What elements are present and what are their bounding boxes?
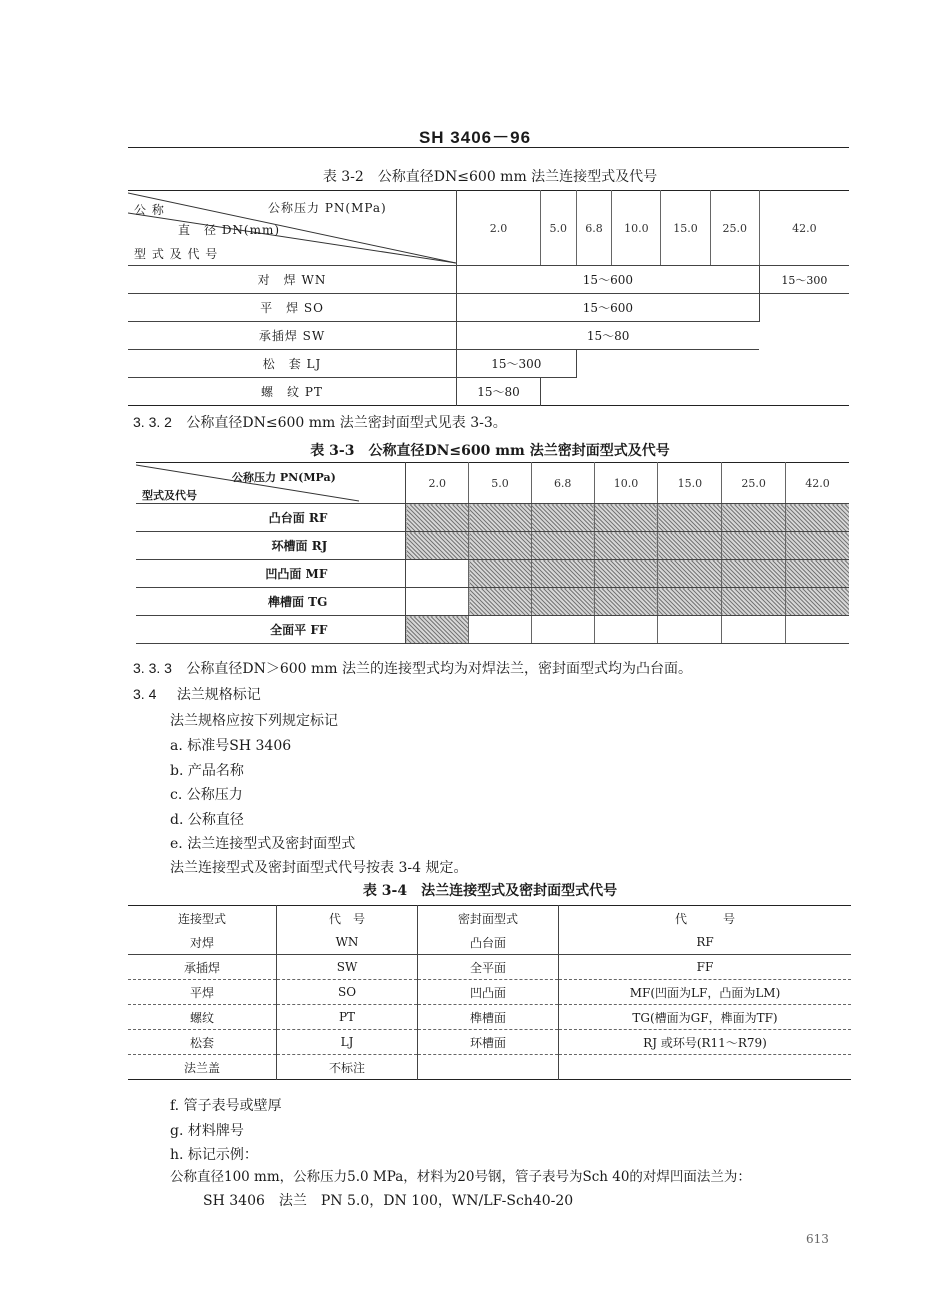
- pressure-col-25-0: 25.0: [710, 191, 759, 266]
- connection-code-cell: PT: [277, 1005, 418, 1030]
- applicable-cell: [786, 504, 849, 532]
- table-row: [128, 1005, 851, 1030]
- empty-cell: [759, 322, 849, 350]
- range-sw: 15～80: [457, 322, 760, 350]
- connection-code-cell: SW: [277, 955, 418, 980]
- empty-cell: [469, 616, 532, 644]
- row-label-pt: 螺 纹 PT: [128, 378, 457, 406]
- row-label-lj: 松 套 LJ: [128, 350, 457, 378]
- header-face-code: 代 号: [674, 911, 735, 926]
- section-3-4: [133, 684, 261, 704]
- face-type-cell: 环槽面: [418, 1030, 559, 1055]
- list-item: g. 材料牌号: [170, 1122, 244, 1139]
- row-label: 凹凸面 MF: [136, 560, 406, 588]
- row-label-so: 平 焊 SO: [128, 294, 457, 322]
- list-item: h. 标记示例：: [170, 1147, 258, 1163]
- empty-cell: [594, 616, 658, 644]
- table-row: [136, 504, 849, 532]
- table-3-3-corner: [136, 463, 406, 504]
- applicable-cell: [406, 504, 469, 532]
- table-3-4-caption: 表 3-4 法兰连接型式及密封面型式代号: [362, 883, 618, 899]
- spec-list-2: [170, 1094, 282, 1168]
- example-text: 公称直径100 mm，公称压力5.0 MPa，材料为20号钢，管子表号为Sch 40的对焊凹面法兰为：: [170, 1169, 751, 1185]
- section-number: 3. 3. 3: [133, 660, 172, 676]
- applicable-cell: [658, 560, 722, 588]
- table-row: [128, 294, 849, 322]
- applicable-cell: [722, 504, 786, 532]
- applicable-cell: [531, 532, 594, 560]
- applicable-cell: [531, 504, 594, 532]
- table-row: [128, 980, 851, 1005]
- applicable-cell: [469, 504, 532, 532]
- table-row: [128, 955, 851, 980]
- connection-code-cell: SO: [277, 980, 418, 1005]
- applicable-cell: [594, 588, 658, 616]
- empty-cell: [576, 350, 849, 378]
- applicable-cell: [469, 532, 532, 560]
- list-item: d. 公称直径: [170, 811, 244, 828]
- pressure-col-2-0: 2.0: [457, 191, 541, 266]
- header-rule: [128, 147, 849, 148]
- applicable-cell: [786, 532, 849, 560]
- table-3-2: [128, 190, 849, 406]
- list-item: e. 法兰连接型式及密封面型式: [170, 836, 356, 852]
- pressure-col-5-0: 5.0: [469, 463, 532, 504]
- table-row: [128, 1055, 851, 1080]
- pressure-col-25-0: 25.0: [722, 463, 786, 504]
- connection-code-cell: LJ: [277, 1030, 418, 1055]
- row-label-wn: 对 焊 WN: [128, 266, 457, 294]
- pressure-col-42-0: 42.0: [786, 463, 849, 504]
- table-row: [128, 322, 849, 350]
- table-3-4: [128, 905, 851, 1080]
- empty-cell: [759, 294, 849, 322]
- applicable-cell: [469, 588, 532, 616]
- corner-pressure-label: 公称压力 PN(MPa): [268, 201, 387, 215]
- pressure-col-6-8: 6.8: [576, 191, 612, 266]
- face-code-cell: TG(槽面为GF，榫面为TF): [559, 1005, 852, 1030]
- table-row: [136, 560, 849, 588]
- empty-cell: [540, 378, 849, 406]
- pressure-col-6-8: 6.8: [531, 463, 594, 504]
- section-text: 公称直径DN≤600 mm 法兰密封面型式见表 3-3。: [186, 415, 507, 431]
- connection-type-cell: 螺纹: [128, 1005, 277, 1030]
- table-3-4-note: 法兰连接型式及密封面型式代号按表 3-4 规定。: [170, 860, 468, 876]
- row-label: 环槽面 RJ: [136, 532, 406, 560]
- row-label: 凸台面 RF: [136, 504, 406, 532]
- table-row: [128, 378, 849, 406]
- standard-header: SH 3406－96: [418, 128, 532, 147]
- section-number: 3. 3. 2: [133, 414, 172, 430]
- face-code-cell: RF: [559, 930, 852, 955]
- section-3-3-2: [133, 412, 507, 432]
- applicable-cell: [786, 588, 849, 616]
- applicable-cell: [406, 532, 469, 560]
- intro-text: 法兰规格应按下列规定标记: [170, 713, 338, 729]
- face-type-cell: 凹凸面: [418, 980, 559, 1005]
- table-3-3-caption: 表 3-3 公称直径DN≤600 mm 法兰密封面型式及代号: [310, 443, 670, 459]
- face-type-cell: [418, 1055, 559, 1080]
- pressure-col-15-0: 15.0: [661, 191, 710, 266]
- range-wn-42: 15～300: [759, 266, 849, 294]
- table-row: [136, 588, 849, 616]
- connection-type-cell: 承插焊: [128, 955, 277, 980]
- connection-type-cell: 对焊: [128, 930, 277, 955]
- applicable-cell: [722, 560, 786, 588]
- face-code-cell: RJ 或环号(R11～R79): [559, 1030, 852, 1055]
- header-face-type: 密封面型式: [418, 906, 559, 931]
- table-row: [128, 930, 851, 955]
- applicable-cell: [658, 588, 722, 616]
- pressure-col-15-0: 15.0: [658, 463, 722, 504]
- connection-type-cell: 松套: [128, 1030, 277, 1055]
- table-row: [136, 532, 849, 560]
- row-label-sw: 承插焊 SW: [128, 322, 457, 350]
- header-connection-type: 连接型式: [128, 906, 277, 931]
- empty-cell: [406, 560, 469, 588]
- row-label: 榫槽面 TG: [136, 588, 406, 616]
- face-code-cell: MF(凹面为LF，凸面为LM): [559, 980, 852, 1005]
- corner-diameter-label: 直 径 DN(mm): [178, 223, 281, 237]
- applicable-cell: [531, 588, 594, 616]
- range-pt: 15～80: [457, 378, 541, 406]
- table-row: [136, 616, 849, 644]
- section-number: 3. 4: [133, 686, 157, 702]
- pressure-col-2-0: 2.0: [406, 463, 469, 504]
- empty-cell: [658, 616, 722, 644]
- range-wn: 15～600: [457, 266, 760, 294]
- applicable-cell: [594, 504, 658, 532]
- face-type-cell: 全平面: [418, 955, 559, 980]
- applicable-cell: [658, 532, 722, 560]
- corner-pressure-label: 公称压力 PN(MPa): [232, 471, 336, 484]
- applicable-cell: [722, 532, 786, 560]
- pressure-col-42-0: 42.0: [759, 191, 849, 266]
- table-3-2-corner: [128, 191, 457, 266]
- applicable-cell: [722, 588, 786, 616]
- list-item: b. 产品名称: [170, 762, 244, 779]
- connection-code-cell: WN: [277, 930, 418, 955]
- applicable-cell: [531, 560, 594, 588]
- face-type-cell: 榫槽面: [418, 1005, 559, 1030]
- face-code-cell: FF: [559, 955, 852, 980]
- page-number: 613: [806, 1232, 829, 1246]
- section-text: 公称直径DN＞600 mm 法兰的连接型式均为对焊法兰，密封面型式均为凸台面。: [186, 661, 693, 677]
- range-lj: 15～300: [457, 350, 577, 378]
- applicable-cell: [406, 616, 469, 644]
- face-code-cell: [559, 1055, 852, 1080]
- table-row: [128, 266, 849, 294]
- applicable-cell: [594, 532, 658, 560]
- table-3-3: [136, 462, 849, 644]
- pressure-col-10-0: 10.0: [612, 191, 661, 266]
- connection-type-cell: 法兰盖: [128, 1055, 277, 1080]
- example-code: SH 3406 法兰 PN 5.0，DN 100，WN/LF-Sch40-20: [203, 1193, 574, 1209]
- applicable-cell: [658, 504, 722, 532]
- header-connection-code: 代 号: [277, 906, 418, 931]
- empty-cell: [786, 616, 849, 644]
- corner-type-label: 型式及代号: [142, 489, 197, 502]
- face-type-cell: 凸台面: [418, 930, 559, 955]
- connection-type-cell: 平焊: [128, 980, 277, 1005]
- list-item: a. 标准号SH 3406: [170, 738, 292, 754]
- applicable-cell: [786, 560, 849, 588]
- pressure-col-5-0: 5.0: [540, 191, 576, 266]
- empty-cell: [722, 616, 786, 644]
- spec-list-1: [170, 734, 355, 857]
- row-label: 全面平 FF: [136, 616, 406, 644]
- empty-cell: [406, 588, 469, 616]
- section-3-3-3: [133, 658, 692, 678]
- table-row: [128, 1030, 851, 1055]
- applicable-cell: [469, 560, 532, 588]
- empty-cell: [531, 616, 594, 644]
- corner-type-label: 型 式 及 代 号: [134, 247, 219, 261]
- connection-code-cell: 不标注: [277, 1055, 418, 1080]
- corner-nominal-label: 公 称: [134, 203, 165, 217]
- pressure-col-10-0: 10.0: [594, 463, 658, 504]
- table-row: [128, 350, 849, 378]
- list-item: c. 公称压力: [170, 787, 243, 803]
- section-title: 法兰规格标记: [176, 687, 261, 703]
- range-so: 15～600: [457, 294, 760, 322]
- applicable-cell: [594, 560, 658, 588]
- list-item: f. 管子表号或壁厚: [170, 1098, 282, 1114]
- table-3-2-caption: 表 3-2 公称直径DN≤600 mm 法兰连接型式及代号: [322, 169, 658, 185]
